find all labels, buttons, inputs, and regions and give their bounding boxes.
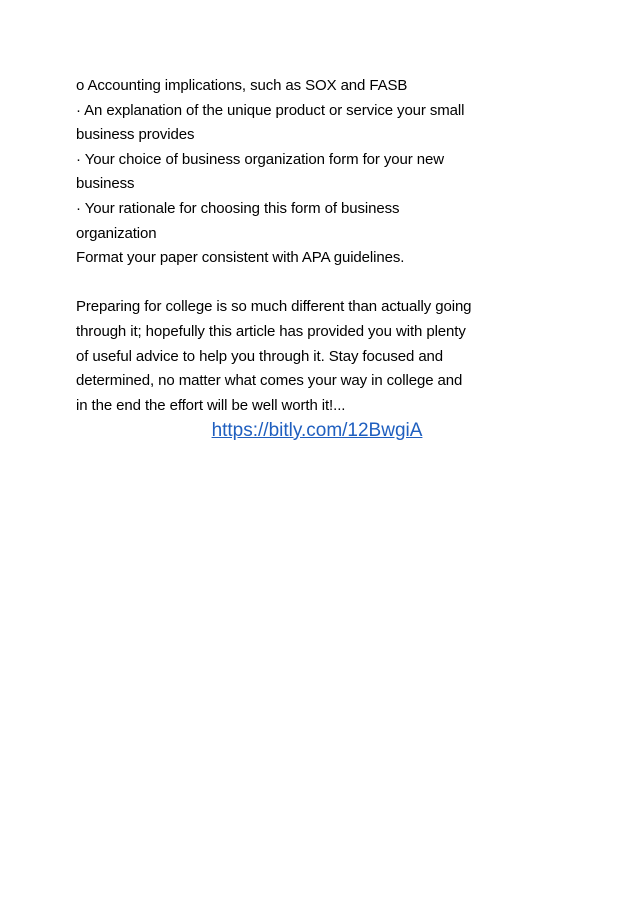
- paragraph-line: Preparing for college is so much different than actually going: [76, 298, 472, 316]
- paragraph-spacer: [76, 271, 576, 296]
- paragraph-line: through it; hopefully this article has provided you with plenty: [76, 322, 466, 340]
- paragraph-line: determined, no matter what comes your way in college and: [76, 372, 463, 390]
- external-link[interactable]: https://bitly.com/12BwgiA: [211, 420, 423, 441]
- bullet-rationale-cont: organization: [76, 224, 157, 242]
- format-instruction: Format your paper consistent with APA guidelines.: [76, 249, 405, 267]
- link-container: [0, 420, 638, 442]
- paragraph-line: of useful advice to help you through it. Stay focused and: [76, 347, 444, 365]
- bullet-accounting-implications: o Accounting implications, such as SOX and FASB: [76, 77, 408, 94]
- bullet-organization-form: · Your choice of business organization form for your new: [76, 150, 444, 168]
- document-body: [76, 74, 576, 418]
- bullet-product-explanation-cont: business provides: [76, 126, 195, 144]
- paragraph-line: in the end the effort will be well worth it!...: [76, 396, 346, 414]
- bullet-rationale: · Your rationale for choosing this form of business: [76, 199, 400, 217]
- bullet-organization-form-cont: business: [76, 175, 135, 193]
- bullet-product-explanation: · An explanation of the unique product or service your small: [76, 101, 465, 119]
